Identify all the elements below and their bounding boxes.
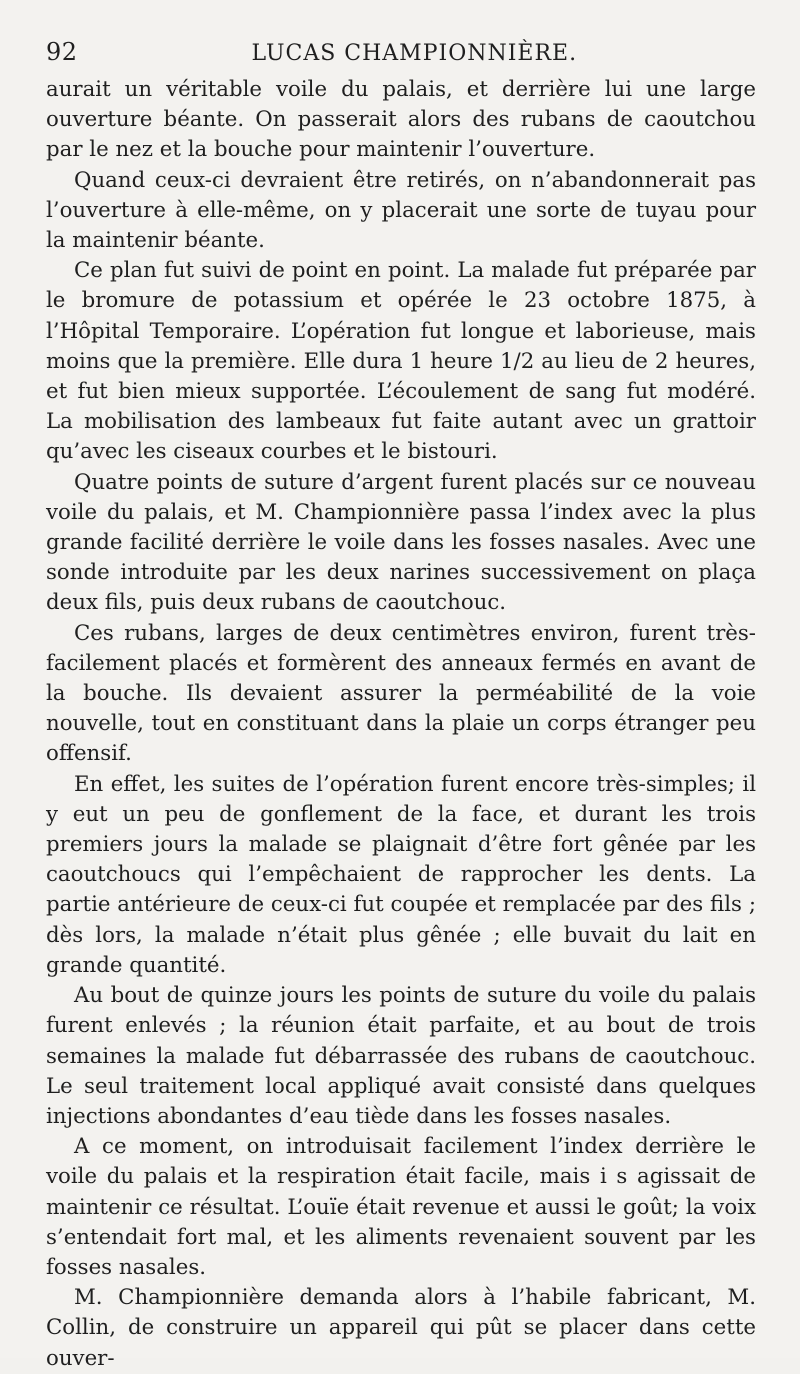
- running-header: [46, 38, 756, 70]
- running-title: LUCAS CHAMPIONNIÈRE.: [251, 41, 578, 66]
- paragraph-4: Quatre points de suture d’argent furent placés sur ce nouveau voile du palais, et M. Championnière passa l’index avec la plus grande facilité derrière le voile dans les fosses nasales. Avec une sonde introduite par les deux narines successivement on plaça deux fils, puis deux rubans de caoutchouc.: [46, 469, 756, 616]
- paragraph-6: En effet, les suites de l’opération furent encore très-simples; il y eut un peu de gonflement de la face, et durant les trois premiers jours la malade se plaignait d’être fort gênée par les caoutchoucs qui l’empêchaient de rapprocher les dents. La partie antérieure de ceux-ci fut coupée et remplacée par des fils ; dès lors, la malade n’était plus gênée ; elle buvait du lait en grande quantité.: [46, 771, 756, 978]
- paragraph-3: Ce plan fut suivi de point en point. La malade fut préparée par le bromure de potassium et opérée le 23 octobre 1875, à l’Hôpital Temporaire. L’opération fut longue et laborieuse, mais moins que la première. Elle dura 1 heure 1/2 au lieu de 2 heures, et fut bien mieux supportée. L’écoulement de sang fut modéré. La mobilisation des lambeaux fut faite autant avec un grattoir qu’avec les ciseaux courbes et le bistouri.: [46, 258, 756, 465]
- paragraph-9: M. Championnière demanda alors à l’habile fabricant, M. Collin, de construire un appareil qui pût se placer dans cette ouver-: [46, 1285, 756, 1371]
- page-number: 92: [46, 38, 78, 66]
- paragraph-5: Ces rubans, larges de deux centimètres environ, furent très-facilement placés et formèrent des anneaux fermés en avant de la bouche. Ils devaient assurer la perméabilité de la voie nouvelle, tout en constituant dans la plaie un corps étranger peu offensif.: [46, 620, 756, 767]
- page-body: [46, 75, 756, 1374]
- paragraph-1: aurait un véritable voile du palais, et derrière lui une large ouverture béante. On passerait alors des rubans de caoutchou par le nez et la bouche pour maintenir l’ouverture.: [46, 77, 756, 163]
- paragraph-2: Quand ceux-ci devraient être retirés, on n’abandonnerait pas l’ouverture à elle-même, on y placerait une sorte de tuyau pour la maintenir béante.: [46, 167, 756, 254]
- paragraph-7: Au bout de quinze jours les points de suture du voile du palais furent enlevés ; la réunion était parfaite, et au bout de trois semaines la malade fut débarrassée des rubans de caoutchouc. Le seul traitement local appliqué avait consisté dans quelques injections abondantes d’eau tiède dans les fosses nasales.: [46, 983, 756, 1129]
- paragraph-8: A ce moment, on introduisait facilement l’index derrière le voile du palais et la respiration était facile, mais i s agissait de maintenir ce résultat. L’ouïe était revenue et aussi le goût; la voix s’entendait fort mal, et les aliments revenaient souvent par les fosses nasales.: [46, 1134, 756, 1280]
